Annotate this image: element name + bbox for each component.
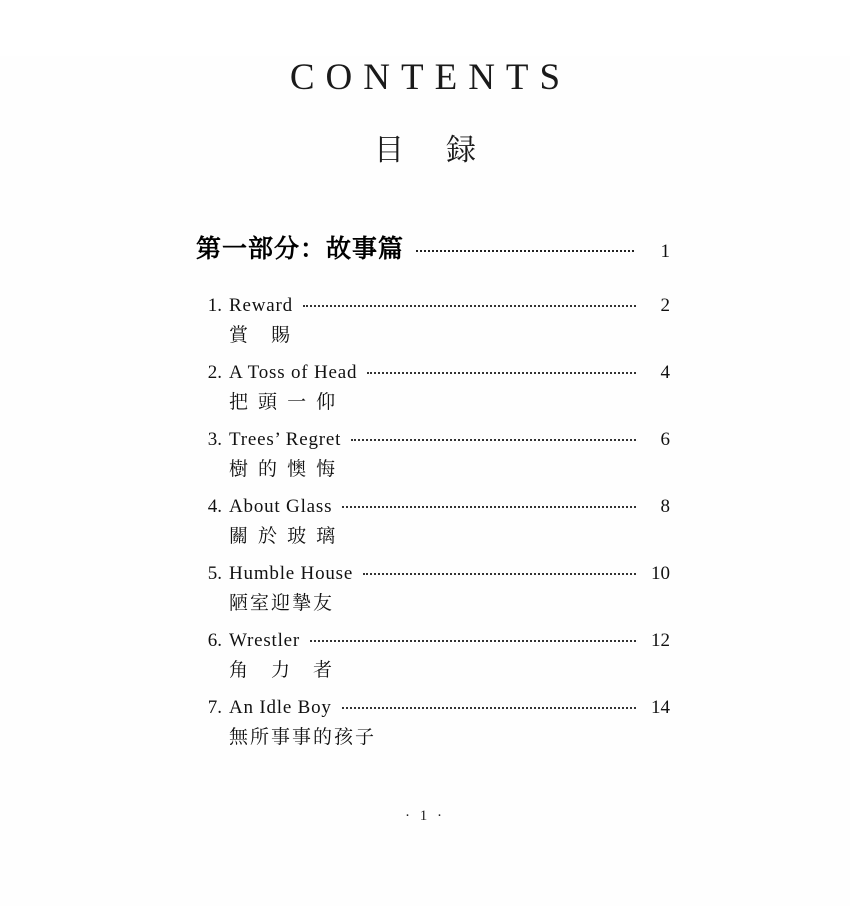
toc-entry[interactable] xyxy=(196,630,670,682)
entry-title-chinese: 無所事事的孩子 xyxy=(229,726,377,748)
toc-entry-line xyxy=(196,630,670,652)
toc-entry-line xyxy=(196,496,670,518)
toc-entry-line xyxy=(196,295,670,317)
part-title: 第一部分：故事篇 xyxy=(196,234,405,263)
page-title-english: CONTENTS xyxy=(289,57,572,98)
toc-entry[interactable] xyxy=(196,496,670,548)
entry-number: 3. xyxy=(207,429,222,450)
entry-title-chinese: 陋室迎摯友 xyxy=(229,592,335,614)
entry-title-chinese: 賞 賜 xyxy=(229,324,293,346)
toc-entry-line xyxy=(196,362,670,384)
page-title-chinese xyxy=(0,125,850,169)
toc-entry-line xyxy=(196,697,670,719)
entry-number: 6. xyxy=(207,630,222,651)
part-page-number: 1 xyxy=(660,241,670,262)
leader-dots xyxy=(342,506,636,508)
entry-title-english: Trees’ Regret xyxy=(229,429,342,450)
toc-entry[interactable] xyxy=(196,697,670,749)
toc-entry[interactable] xyxy=(196,563,670,615)
toc-entry[interactable] xyxy=(196,362,670,414)
entry-page-number: 14 xyxy=(651,697,670,718)
entry-title-english: A Toss of Head xyxy=(229,362,358,383)
leader-dots xyxy=(303,305,636,307)
toc-part-heading[interactable] xyxy=(196,229,670,265)
entry-title-english: Wrestler xyxy=(229,630,301,651)
leader-dots xyxy=(363,573,636,575)
entry-number: 1. xyxy=(207,295,222,316)
entry-page-number: 4 xyxy=(660,362,670,383)
leader-dots xyxy=(367,372,636,374)
leader-dots xyxy=(416,250,634,252)
page-folio: · 1 · xyxy=(405,808,445,824)
entry-page-number: 2 xyxy=(660,295,670,316)
entry-title-english: Reward xyxy=(229,295,293,316)
entry-title-chinese: 角 力 者 xyxy=(229,659,335,681)
entry-page-number: 10 xyxy=(651,563,670,584)
toc-entry[interactable] xyxy=(196,429,670,481)
entry-number: 2. xyxy=(207,362,222,383)
entry-page-number: 12 xyxy=(651,630,670,651)
toc-page xyxy=(0,56,850,906)
entry-title-english: About Glass xyxy=(229,496,333,517)
entry-title-english: Humble House xyxy=(229,563,354,584)
toc-list xyxy=(0,229,850,749)
entry-number: 4. xyxy=(207,496,222,517)
page-title-chinese-right: 録 xyxy=(446,133,476,168)
entry-number: 5. xyxy=(207,563,222,584)
entry-title-chinese: 樹 的 懊 悔 xyxy=(229,458,338,480)
entry-title-english: An Idle Boy xyxy=(229,697,332,718)
page-title-chinese-left: 目 xyxy=(374,133,404,168)
leader-dots xyxy=(342,707,636,709)
toc-entry[interactable] xyxy=(196,295,670,347)
entry-number: 7. xyxy=(207,697,222,718)
toc-entry-line xyxy=(196,563,670,585)
leader-dots xyxy=(310,640,636,642)
entry-title-chinese: 把 頭 一 仰 xyxy=(229,391,338,413)
entry-page-number: 8 xyxy=(660,496,670,517)
leader-dots xyxy=(351,439,636,441)
toc-entry-line xyxy=(196,429,670,451)
entry-page-number: 6 xyxy=(660,429,670,450)
entry-title-chinese: 關 於 玻 璃 xyxy=(229,525,338,547)
